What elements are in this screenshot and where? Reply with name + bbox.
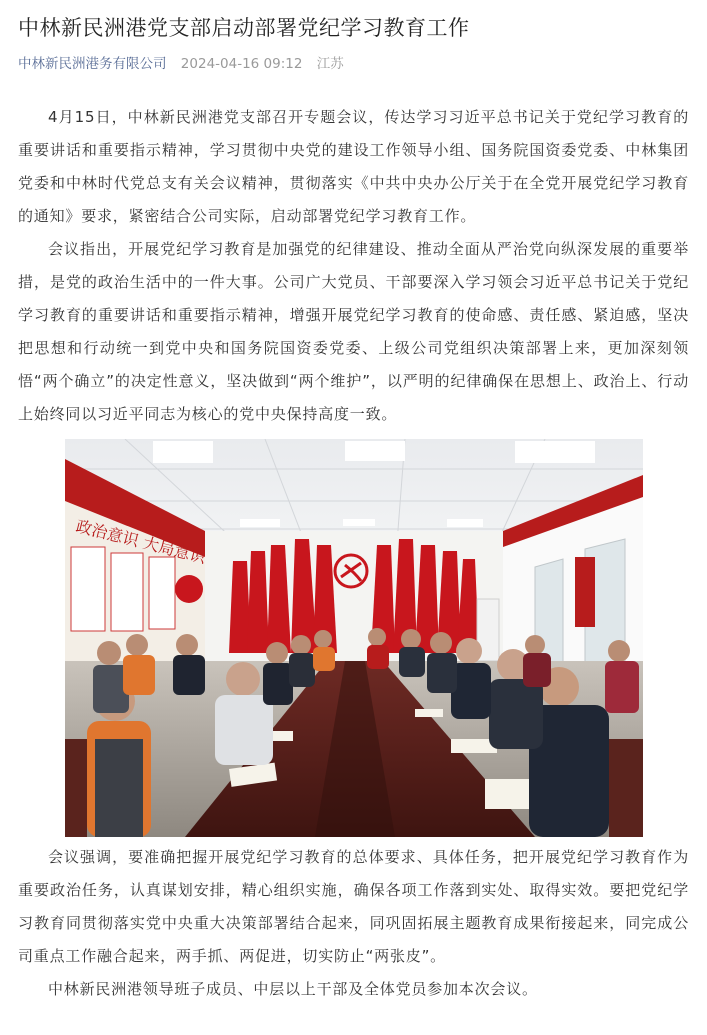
- notice-boards: [71, 547, 175, 631]
- source-account-link[interactable]: 中林新民洲港务有限公司: [18, 56, 167, 72]
- meeting-photo[interactable]: [65, 439, 643, 837]
- article-meta: [18, 54, 689, 74]
- wall-emblem: [175, 575, 203, 603]
- meeting-room-illustration: [65, 439, 643, 837]
- publish-region: 江苏: [316, 56, 344, 72]
- article-paragraph-1: 4月15日，中林新民洲港党支部召开专题会议，传达学习习近平总书记关于党纪学习教育的重要讲话和重要指示精神，学习贯彻中央党的建设工作领导小组、国务院国资委党委、中林集团党委和中林时代党总支有关会议精神，贯彻落实《中共中央办公厅关于在全党开展党纪学习教育的通知》要求，紧密结合公司实际，启动部署党纪学习教育工作。: [18, 108, 689, 225]
- article-paragraph-2: 会议指出，开展党纪学习教育是加强党的纪律建设、推动全面从严治党向纵深发展的重要举措，是党的政治生活中的一件大事。公司广大党员、干部要深入学习领会习近平总书记关于党纪学习教育的重要讲话和重要指示精神，增强开展党纪学习教育的使命感、责任感、紧迫感，坚决把思想和行动统一到党中央和国务院国资委党委、上级公司党组织决策部署上来，更加深刻领悟“两个确立”的决定性意义，坚决做到“两个维护”，以严明的纪律确保在思想上、政治上、行动上始终同以习近平同志为核心的党中央保持高度一致。: [18, 240, 689, 423]
- publish-time: 2024-04-16 09:12: [180, 56, 303, 72]
- article-paragraph-3: 会议强调，要准确把握开展党纪学习教育的总体要求、具体任务，把开展党纪学习教育作为重要政治任务，认真谋划安排，精心组织实施，确保各项工作落到实处、取得实效。要把党纪学习教育同贯彻落实党中央重大决策部署结合起来，同巩固拓展主题教育成果衔接起来，同完成公司重点工作融合起来，两手抓、两促进，切实防止“两张皮”。: [18, 848, 689, 965]
- wall-slogan: 政治意识 大局意识: [73, 516, 208, 568]
- article-title: 中林新民洲港党支部启动部署党纪学习教育工作: [18, 16, 470, 40]
- article-paragraph-4: 中林新民洲港领导班子成员、中层以上干部及全体党员参加本次会议。: [48, 980, 538, 998]
- right-wall-banner: [575, 557, 595, 627]
